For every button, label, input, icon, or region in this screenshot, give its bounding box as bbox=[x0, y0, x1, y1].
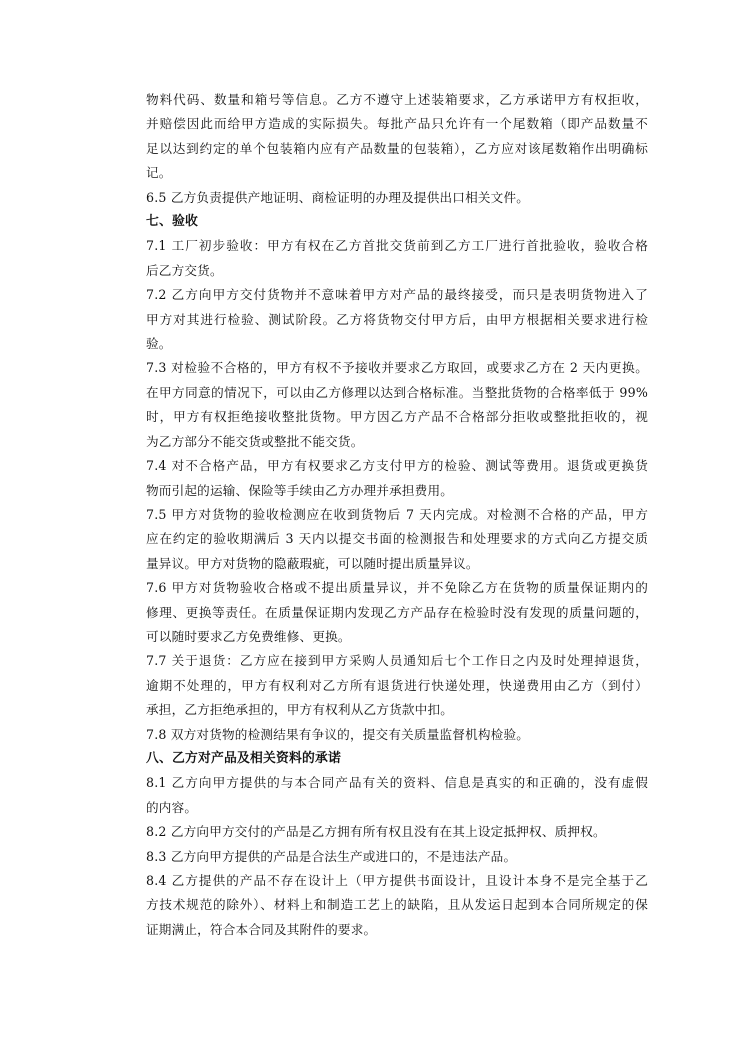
paragraph bbox=[146, 820, 648, 844]
text-line: 逾期不处理的，甲方有权利对乙方所有退货进行快递处理，快递费用由乙方（到付） bbox=[146, 677, 648, 693]
text-line: 并赔偿因此而给甲方造成的实际损失。每批产品只允许有一个尾数箱（即产品数量不 bbox=[146, 116, 648, 132]
text-line: 8.4 乙方提供的产品不存在设计上（甲方提供书面设计，且设计本身不是完全基于乙 bbox=[146, 873, 648, 888]
paragraph bbox=[146, 649, 648, 722]
text-line: 7.2 乙方向甲方交付货物并不意味着甲方对产品的最终接受，而只是表明货物进入了 bbox=[146, 287, 648, 303]
paragraph bbox=[146, 723, 648, 747]
paragraph bbox=[146, 283, 648, 356]
text-line: 甲方对其进行检验、测试阶段。乙方将货物交付甲方后，由甲方根据相关要求进行检 bbox=[146, 311, 648, 327]
text-line: 八、乙方对产品及相关资料的承诺 bbox=[146, 750, 341, 766]
text-line: 7.5 甲方对货物的验收检测应在收到货物后 7 天内完成。对检测不合格的产品，甲方 bbox=[146, 506, 648, 522]
text-line: 足以达到约定的单个包装箱内应有产品数量的包装箱），乙方应对该尾数箱作出明确标 bbox=[146, 140, 648, 156]
paragraph bbox=[146, 576, 648, 649]
paragraph bbox=[146, 234, 648, 283]
paragraph bbox=[146, 356, 648, 454]
text-line: 7.4 对不合格产品，甲方有权要求乙方支付甲方的检验、测试等费用。退货或更换货 bbox=[146, 458, 648, 474]
text-line: 可以随时要求乙方免费维修、更换。 bbox=[146, 628, 351, 644]
paragraph bbox=[146, 771, 648, 820]
text-line: 的内容。 bbox=[146, 799, 198, 815]
paragraph bbox=[146, 88, 648, 186]
text-line: 7.3 对检验不合格的，甲方有权不予接收并要求乙方取回，或要求乙方在 2 天内更换。 bbox=[146, 360, 648, 376]
text-line: 7.8 双方对货物的检测结果有争议的，提交有关质量监督机构检验。 bbox=[146, 726, 530, 742]
text-line: 应在约定的验收期满后 3 天内以提交书面的检测报告和处理要求的方式向乙方提交质 bbox=[146, 531, 648, 547]
text-line: 修理、更换等责任。在质量保证期内发现乙方产品存在检验时没有发现的质量问题的， bbox=[146, 604, 648, 620]
text-line: 物而引起的运输、保险等手续由乙方办理并承担费用。 bbox=[146, 482, 454, 498]
text-line: 量异议。甲方对货物的隐蔽瑕疵，可以随时提出质量异议。 bbox=[146, 555, 479, 571]
text-line: 后乙方交货。 bbox=[146, 262, 223, 278]
text-line: 7.6 甲方对货物验收合格或不提出质量异议，并不免除乙方在货物的质量保证期内的 bbox=[146, 580, 648, 596]
paragraph bbox=[146, 454, 648, 503]
text-line: 方技术规范的除外）、材料上和制造工艺上的缺陷，且从发运日起到本合同所规定的保 bbox=[146, 897, 648, 913]
section-heading bbox=[146, 210, 648, 234]
paragraph bbox=[146, 845, 648, 869]
section-heading bbox=[146, 747, 648, 771]
paragraph bbox=[146, 503, 648, 576]
text-line: 时，甲方有权拒绝接收整批货物。甲方因乙方产品不合格部分拒收或整批拒收的，视 bbox=[146, 409, 648, 425]
text-line: 证期满止，符合本合同及其附件的要求。 bbox=[146, 921, 377, 937]
text-line: 为乙方部分不能交货或整批不能交货。 bbox=[146, 433, 364, 449]
text-line: 验。 bbox=[146, 336, 172, 352]
text-line: 8.2 乙方向甲方交付的产品是乙方拥有所有权且没有在其上设定抵押权、质押权。 bbox=[146, 824, 606, 840]
text-line: 承担，乙方拒绝承担的，甲方有权利从乙方货款中扣。 bbox=[146, 702, 454, 718]
document-body bbox=[146, 88, 648, 942]
text-line: 7.1 工厂初步验收：甲方有权在乙方首批交货前到乙方工厂进行首批验收，验收合格 bbox=[146, 238, 648, 254]
text-line: 七、验收 bbox=[146, 214, 198, 230]
paragraph bbox=[146, 186, 648, 210]
text-line: 在甲方同意的情况下，可以由乙方修理以达到合格标准。当整批货物的合格率低于 99% bbox=[146, 384, 648, 400]
paragraph bbox=[146, 869, 648, 942]
text-line: 8.1 乙方向甲方提供的与本合同产品有关的资料、信息是真实的和正确的，没有虚假 bbox=[146, 775, 648, 791]
text-line: 7.7 关于退货：乙方应在接到甲方采购人员通知后七个工作日之内及时处理掉退货， bbox=[146, 653, 648, 669]
text-line: 6.5 乙方负责提供产地证明、商检证明的办理及提供出口相关文件。 bbox=[146, 189, 530, 205]
text-line: 记。 bbox=[146, 165, 172, 181]
text-line: 8.3 乙方向甲方提供的产品是合法生产或进口的，不是违法产品。 bbox=[146, 848, 517, 864]
text-line: 物料代码、数量和箱号等信息。乙方不遵守上述装箱要求，乙方承诺甲方有权拒收， bbox=[146, 92, 648, 107]
